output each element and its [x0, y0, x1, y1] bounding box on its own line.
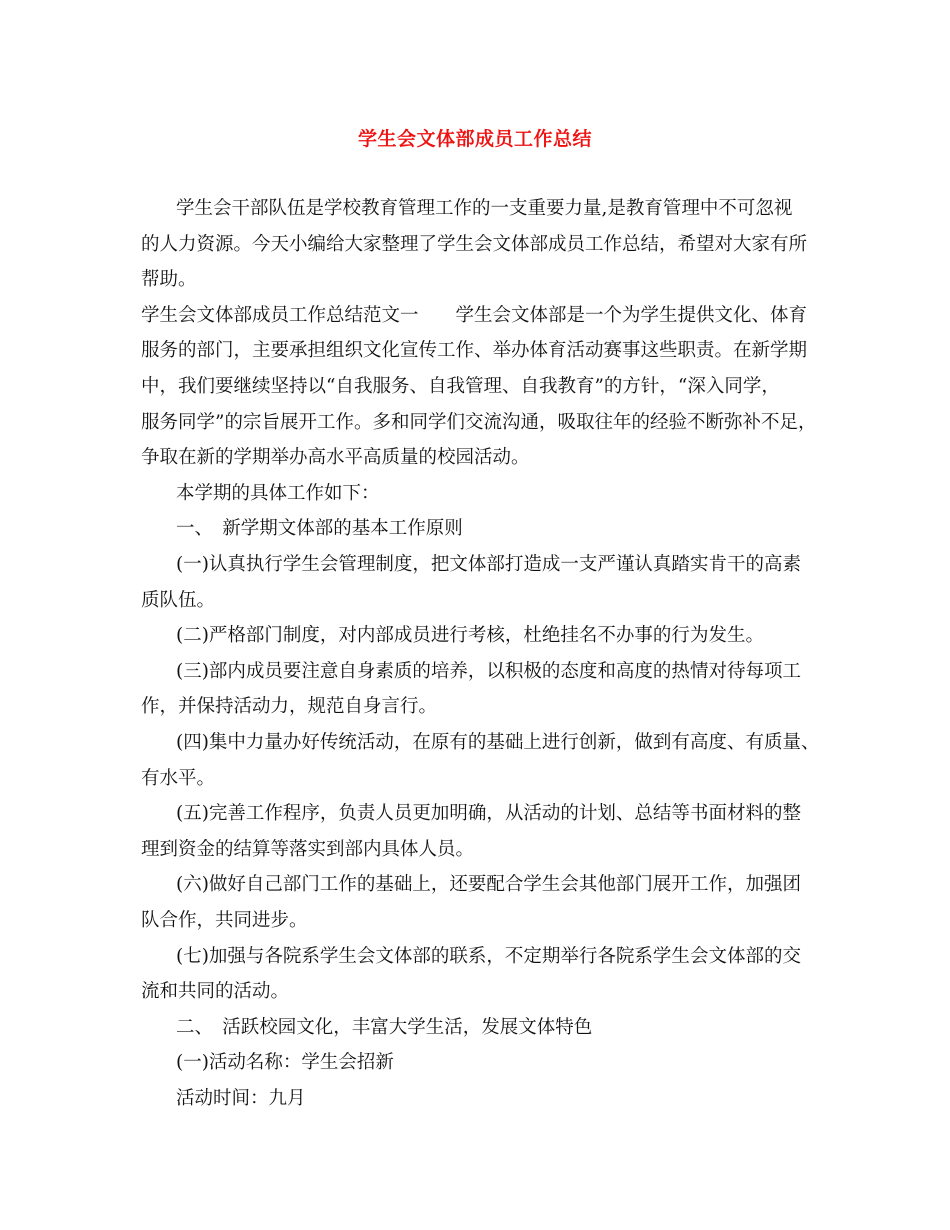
- document-title: 学生会文体部成员工作总结: [357, 128, 592, 150]
- text-line: (六)做好自己部门工作的基础上，还要配合学生会其他部门展开工作，加强团: [176, 874, 801, 895]
- text-line: (四)集中力量办好传统活动，在原有的基础上进行创新，做到有高度、有质量、: [176, 732, 820, 753]
- text-line: 学生会文体部成员工作总结范文一 学生会文体部是一个为学生提供文化、体育: [141, 305, 808, 326]
- text-line: 服务同学”的宗旨展开工作。多和同学们交流沟通，吸取往年的经验不断弥补不足，: [141, 412, 817, 433]
- text-line: (五)完善工作程序，负责人员更加明确，从活动的计划、总结等书面材料的整: [176, 803, 801, 824]
- text-line: (一)活动名称：学生会招新: [176, 1052, 394, 1073]
- text-line: 质队伍。: [141, 590, 216, 611]
- text-line: 帮助。: [141, 269, 197, 290]
- text-line: 的人力资源。今天小编给大家整理了学生会文体部成员工作总结，希望对大家有所: [141, 234, 808, 255]
- text-line: 服务的部门，主要承担组织文化宣传工作、举办体育活动赛事这些职责。在新学期: [141, 340, 808, 361]
- text-line: (二)严格部门制度，对内部成员进行考核，杜绝挂名不办事的行为发生。: [176, 625, 764, 646]
- text-line: 本学期的具体工作如下：: [176, 483, 380, 504]
- text-line: 争取在新的学期举办高水平高质量的校园活动。: [141, 447, 530, 468]
- section-heading: 一、 新学期文体部的基本工作原则: [176, 518, 463, 539]
- text-line: 流和共同的活动。: [141, 981, 290, 1002]
- text-line: 中，我们要继续坚持以“自我服务、自我管理、自我教育”的方针，“深入同学，: [141, 376, 780, 397]
- text-line: 队合作，共同进步。: [141, 910, 308, 931]
- text-line: 作，并保持活动力，规范自身言行。: [141, 696, 438, 717]
- text-line: (三)部内成员要注意自身素质的培养，以积极的态度和高度的热情对待每项工: [176, 661, 801, 682]
- text-line: 活动时间：九月: [176, 1088, 306, 1109]
- text-line: 学生会干部队伍是学校教育管理工作的一支重要力量,是教育管理中不可忽视: [176, 198, 793, 219]
- text-line: (七)加强与各院系学生会文体部的联系，不定期举行各院系学生会文体部的交: [176, 946, 801, 967]
- text-line: (一)认真执行学生会管理制度，把文体部打造成一支严谨认真踏实肯干的高素: [176, 554, 801, 575]
- text-line: 有水平。: [141, 768, 216, 789]
- text-line: 理到资金的结算等落实到部内具体人员。: [141, 839, 475, 860]
- section-heading: 二、 活跃校园文化，丰富大学生活，发展文体特色: [176, 1017, 593, 1038]
